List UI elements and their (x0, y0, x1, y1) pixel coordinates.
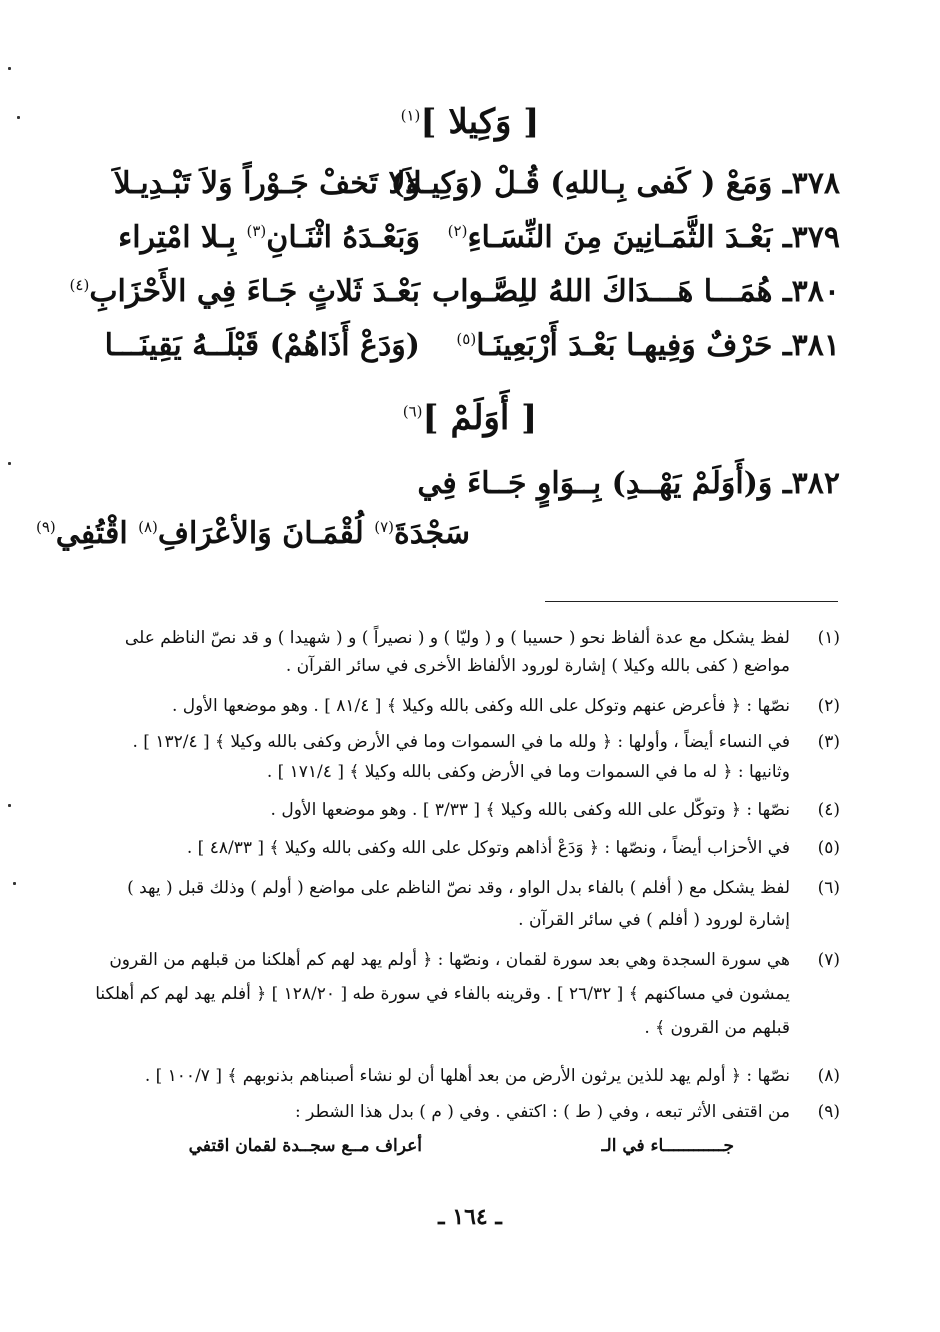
scan-speck (17, 116, 20, 119)
footnote-verse-text: أعراف مــع سجــدة لقمان اقتفي (188, 1136, 422, 1156)
scan-speck (8, 462, 11, 465)
footnote-ref: (٢) (447, 222, 468, 240)
footnote-number: (٧) (817, 950, 840, 970)
footnote-line: مواضع ( كفى بالله وكيلا ) إشارة لورود الألفاظ الأخرى في سائر القرآن . (285, 656, 790, 676)
footnote-line: قبلهم من القرون ﴾ . (644, 1018, 790, 1038)
hemistich-text: هُمَـــا هَـــدَاكَ اللهُ للِصَّـواب (431, 274, 773, 309)
footnote-number: (٤) (817, 800, 840, 820)
page-number: ـ ١٦٤ ـ (438, 1204, 502, 1230)
hemistich-text: بَعْـدَ الثَّمَـانِينَ مِنَ النِّسَـاءِ (467, 220, 773, 255)
footnote-number: (٩) (817, 1102, 840, 1122)
section-title-awalam (0, 398, 940, 438)
scan-speck (8, 804, 11, 807)
verse-378-second-hemistich (100, 164, 420, 204)
footnote-line: إشارة لورود ( أفلم ) في سائر القرآن . (518, 910, 790, 930)
hemistich-text: حَرْفٌ وَفِيهـا بَعْـدَ أَرْبَعِينَـا (476, 328, 773, 363)
footnote-ref: (٧) (374, 518, 395, 536)
scan-speck (8, 67, 11, 70)
verse-379-second-hemistich (100, 218, 420, 258)
footnote-line: لفظ يشكل مع عدة ألفاظ نحو ( حسيبا ) و ( وليّا ) و ( نصيراً ) و ( شهيدا ) و قد نصّ الناظم على (124, 628, 790, 648)
footnote-ref: (٤) (69, 276, 90, 294)
hemistich-text: (وَدَعْ أَذَاهُمْ) قَبْلَــهُ يَقِينَـــا (104, 328, 420, 363)
verse-number: ٣٨١ـ (782, 328, 840, 363)
scan-speck (13, 882, 16, 885)
hemistich-text: وَ(أَوَلَمْ يَهْــدِ) بِــوَاوٍ جَــاءَ فِي (417, 466, 773, 501)
footnote-line: نصّها : ﴿ فأعرض عنهم وتوكل على الله وكفى بالله وكيلا ﴾ [ ٨١/٤ ] . وهو موضعها الأول . (171, 696, 790, 716)
hemistich-text: لُقْمَـانَ وَالأعْرَافِ (157, 516, 364, 551)
footnote-line: هي سورة السجدة وهي بعد سورة لقمان ، ونصّها : ﴿ أولم يهد لهم كم أهلكنا من قبلهم من القرون (109, 950, 790, 970)
hemistich-text: بِـلا امْتِراء (118, 220, 237, 255)
footnote-ref: (٥) (456, 330, 477, 348)
footnote-ref: (٣) (246, 222, 267, 240)
footnote-ref: (٨) (138, 518, 158, 536)
footnote-9-verse-first (602, 1134, 734, 1158)
footnote-line: وثانيها : ﴿ له ما في السموات وما في الأرض وكفى بالله وكيلا ﴾ [ ١٧١/٤ ] . (266, 762, 790, 782)
section-title-text: [ وَكِيلا ] (420, 102, 540, 142)
verse-378-first-hemistich (390, 164, 840, 204)
footnote-line: لفظ يشكل مع ( أفلم ) بالفاء بدل الواو ، وقد نصّ الناظم على مواضع ( أولم ) وذلك قبل ( يهد ) (127, 878, 790, 898)
verse-382-second-hemistich (36, 514, 470, 554)
footnote-verse-text: جــــــــــــاء في الـ (601, 1136, 734, 1156)
verse-number: ٣٧٨ـ (782, 166, 840, 201)
verse-382-first-hemistich (417, 464, 840, 504)
footnote-line: نصّها : ﴿ أولم يهد للذين يرثون الأرض من بعد أهلها أن لو نشاء أصبناهم بذنوبهم ﴾ [ ١٠٠/٧ ] . (144, 1066, 790, 1086)
verse-381-second-hemistich (100, 326, 420, 366)
hemistich-text: بَعْـدَ ثَلاثٍ جَـاءَ فِي الأَحْزَابِ (89, 274, 420, 309)
footnote-number: (٢) (817, 696, 840, 716)
footnote-9-verse-second (189, 1134, 422, 1158)
footnote-number: (٨) (817, 1066, 840, 1086)
verse-380-second-hemistich (69, 272, 420, 312)
footnote-line: من اقتفى الأثر تبعه ، وفي ( ط ) : اكتفي . وفي ( م ) بدل هذا الشطر : (294, 1102, 790, 1122)
footnote-ref: (٦) (402, 402, 423, 421)
footnote-number: (١) (817, 628, 840, 648)
footnote-ref: (١) (400, 106, 421, 125)
hemistich-text: وَبَعْـدَهُ اثْنَـانِ (266, 220, 420, 255)
hemistich-text: سَجْدَةَ (394, 516, 470, 551)
section-title-text: [ أَوَلَمْ ] (422, 398, 538, 438)
footnote-line: نصّها : ﴿ وتوكّل على الله وكفى بالله وكيلا ﴾ [ ٣/٣٣ ] . وهو موضعها الأول . (270, 800, 790, 820)
hemistich-text: اقْتُفِي (55, 516, 128, 551)
hemistich-text: وَلا تَخفْ جَـوْراً وَلاَ تَبْـدِيـلاَ (113, 166, 420, 201)
footnote-line: في النساء أيضاً ، وأولها : ﴿ ولله ما في السموات وما في الأرض وكفى بالله وكيلا ﴾ [ ١٣٢/٤ ] . (132, 732, 790, 752)
verse-381-first-hemistich (456, 326, 840, 366)
footnote-number: (٦) (817, 878, 840, 898)
verse-380-first-hemistich (431, 272, 840, 312)
footnote-number: (٥) (817, 838, 840, 858)
footnote-line: يمشون في مساكنهم ﴾ [ ٢٦/٣٢ ] . وقرينه بالفاء في سورة طه [ ١٢٨/٢٠ ] ﴿ أفلم يهد لهم كم أهلكنا (95, 984, 790, 1004)
verse-number: ٣٨٢ـ (782, 466, 840, 501)
footnote-line: في الأحزاب أيضاً ، ونصّها : ﴿ وَدَعْ أذاهم وتوكل على الله وكفى بالله وكيلا ﴾ [ ٤٨/٣٣ ] . (186, 838, 790, 858)
verse-number: ٣٨٠ـ (782, 274, 840, 309)
footnote-ref: (٩) (35, 518, 56, 536)
verse-number: ٣٧٩ـ (782, 220, 840, 255)
footnote-separator (545, 601, 838, 602)
hemistich-text: وَمَعْ ( كَفى بِـاللهِ) قُـلْ (وَكِيـلاَ) (390, 166, 773, 201)
verse-379-first-hemistich (447, 218, 840, 258)
section-title-wakila (0, 102, 940, 142)
footnote-number: (٣) (817, 732, 840, 752)
